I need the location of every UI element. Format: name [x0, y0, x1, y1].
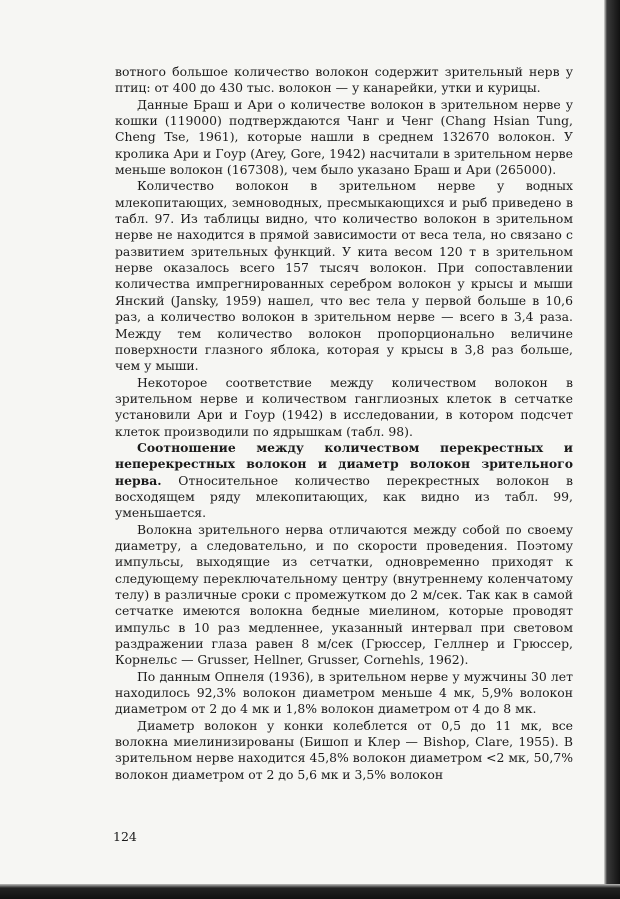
- paragraph-2: Данные Браш и Ари о количестве волокон в зрительном нерве у кошки (119000) подтверждаются Чанг и Ченг (Chang Hsian Tung, Cheng Tse, 1961), которые нашли в среднем 132670 волокон. У кролика Ари и Гоур (Arey, Gore, 1942) насчитали в зрительном нерве меньше волокон (167308), чем было указано Браш и Ари (265000).: [115, 96, 573, 178]
- page-edge-right: [604, 0, 620, 899]
- section-heading: Соотношение между количеством перекрестных и неперекрестных волокон и диаметр волокон зрительного нерва.: [115, 439, 573, 488]
- paragraph-3: Количество волокон в зрительном нерве у водных млекопитающих, земноводных, пресмыкающихся и рыб приведено в табл. 97. Из таблицы видно, что количество волокон в зрительном нерве не находится в прямой зависимости от веса тела, но связано с развитием зрительных функций. У кита весом 120 т в зрительном нерве оказалось всего 157 тысяч волокон. При сопоставлении количества импрегнированных серебром волокон у крысы и мыши Янский (Jansky, 1959) нашел, что вес тела у первой больше в 10,6 раз, а количество волокон в зрительном нерве — всего в 3,4 раза. Между тем количество волокон пропорционально величине поверхности глазного яблока, которая у крысы в 3,8 раз больше, чем у мыши.: [115, 178, 573, 374]
- paragraph-5-text: Относительное количество перекрестных волокон в восходящем ряду млекопитающих, как видно из табл. 99, уменьшается.: [115, 472, 573, 521]
- paragraph-5: [115, 440, 573, 522]
- paragraph-7: По данным Опнеля (1936), в зрительном нерве у мужчины 30 лет находилось 92,3% волокон диаметром меньше 4 мк, 5,9% волокон диаметром от 2 до 4 мк и 1,8% волокон диаметром от 4 до 8 мк.: [115, 668, 573, 717]
- paragraph-4: Некоторое соответствие между количеством волокон в зрительном нерве и количеством ганглиозных клеток в сетчатке установили Ари и Гоур (1942) в исследовании, в котором подсчет клеток производили по ядрышкам (табл. 98).: [115, 374, 573, 439]
- paragraph-1: вотного большое количество волокон содержит зрительный нерв у птиц: от 400 до 430 тыс. волокон — у канарейки, утки и курицы.: [115, 64, 573, 96]
- paragraph-8: Диаметр волокон у конки колеблется от 0,5 до 11 мк, все волокна миелинизированы (Бишоп и Клер — Bishop, Clare, 1955). В зрительном нерве находится 45,8% волокон диаметром <2 мк, 50,7% волокон диаметром от 2 до 5,6 мк и 3,5% волокон: [115, 717, 573, 782]
- page-edge-bottom: [0, 884, 620, 899]
- paragraph-6: Волокна зрительного нерва отличаются между собой по своему диаметру, а следовательно, и по скорости проведения. Поэтому импульсы, выходящие из сетчатки, одновременно приходят к следующему переключательному центру (внутреннему коленчатому телу) в различные сроки с промежутком до 2 м/сек. Так как в самой сетчатке имеются волокна бедные миелином, которые проводят импульс в 10 раз медленнее, указанный интервал при световом раздражении глаза равен 8 м/сек (Грюссер, Геллнер и Грюссер, Корнельс — Grusser, Hellner, Grusser, Cornehls, 1962).: [115, 521, 573, 668]
- page-number: 124: [113, 829, 137, 844]
- body-text: [115, 64, 573, 783]
